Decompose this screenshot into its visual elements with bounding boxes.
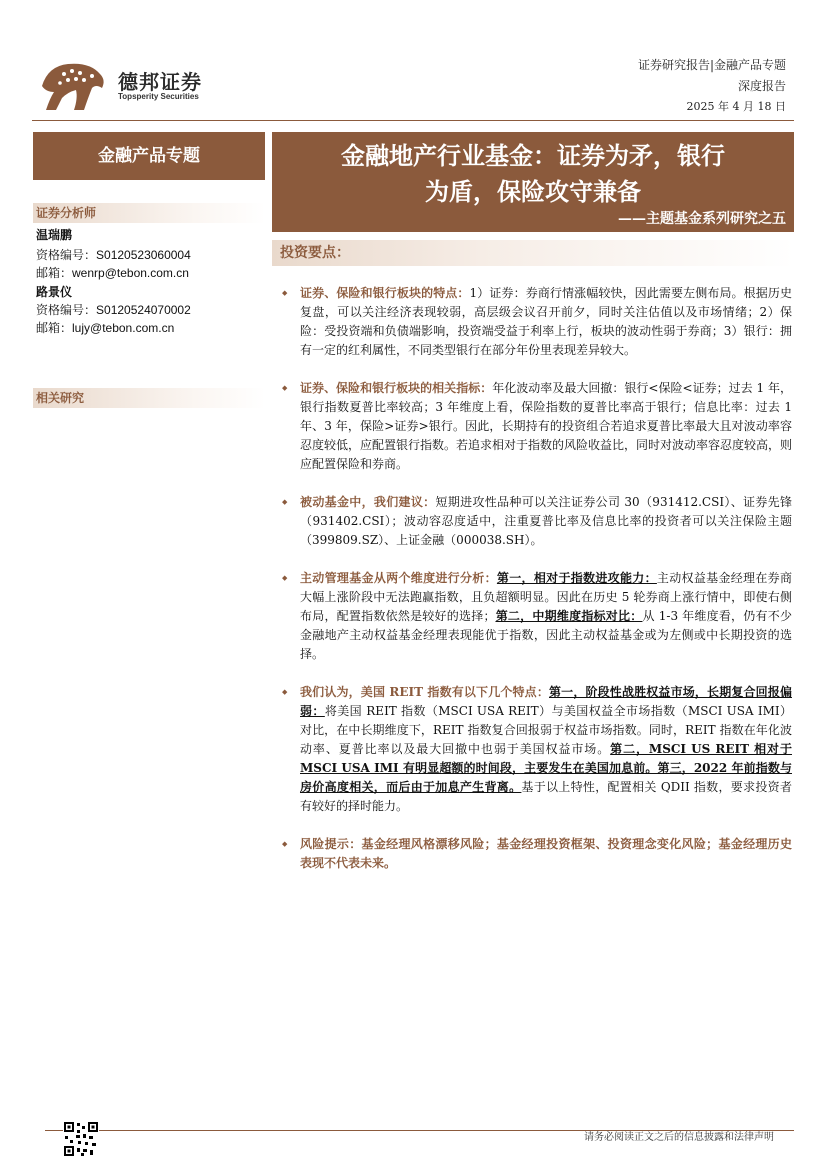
bullet-emphasis: 第二，中期维度指标对比： [495, 609, 643, 623]
category-tag: 金融产品专题 [33, 132, 265, 180]
title-banner [272, 132, 794, 232]
analyst-name: 路景仪 [36, 285, 73, 299]
bullet-text: 1）证券：券商行情涨幅较快，因此需要左侧布局。根据历史复盘，可以关注经济表现较弱，高层级会议召开前夕，同时关注估值以及市场情绪；2）保险：受投资端和负债端影响，投资端受益于利率上行，板块的波动性弱于券商；3）银行：拥有一定的红利属性，不同类型银行在部分年份里表现差异较大。 [300, 286, 792, 357]
bullet-text: 从 1-3 年维度看，仍有不少金融地产主动权益基金经理表现能优于指数，因此主动权益基金或为左侧或中长期投资的选择。 [300, 609, 792, 661]
report-kind: 深度报告 [737, 79, 786, 93]
report-title [272, 138, 794, 210]
email-label: 邮箱： [36, 266, 73, 280]
analyst-name: 温瑞鹏 [36, 228, 73, 242]
report-date: 2025 年 4 月 18 日 [686, 100, 786, 113]
cert-label: 资格编号： [36, 303, 97, 317]
list-item [280, 683, 792, 816]
analyst-section-label: 证券分析师 [33, 203, 265, 223]
brand-name-en: Topsperity Securities [118, 92, 199, 101]
list-item [280, 835, 792, 873]
legal-disclaimer: 请务必阅读正文之后的信息披露和法律声明 [584, 1132, 774, 1143]
bullet-lead: 被动基金中，我们建议： [300, 495, 436, 509]
bullet-text: 短期进攻性品种可以关注证券公司 30（931412.CSI）、证券先锋（931402.CSI）；波动容忍度适中，注重夏普比率及信息比率的投资者可以关注保险主题（399809.SZ）、上证金融（000038.SH）。 [300, 495, 792, 547]
title-line-2: 为盾，保险攻守兼备 [425, 177, 641, 206]
analyst-email [36, 319, 174, 336]
bullet-lead: 证券、保险和银行板块的相关指标： [300, 381, 493, 395]
title-line-1: 金融地产行业基金：证券为矛，银行 [341, 141, 725, 170]
list-item [280, 493, 792, 550]
cert-label: 资格编号： [36, 248, 97, 262]
list-item [280, 569, 792, 664]
cert-number: S0120524070002 [96, 303, 191, 317]
company-logo [38, 58, 108, 116]
analyst-cert [36, 246, 191, 263]
analyst-cert [36, 301, 191, 318]
bullet-text: 将美国 REIT 指数（MSCI USA REIT）与美国权益全市场指数（MSCI USA IMI）对比，在中长期维度下，REIT 指数复合回报弱于权益市场指数。同时，REIT 指数在年化波动率、夏普比率以及最大回撤中也弱于美国权益市场。 [300, 704, 792, 756]
header-divider [32, 120, 794, 121]
invest-highlights-label: 投资要点： [272, 240, 794, 266]
email-label: 邮箱： [36, 321, 73, 335]
report-subtitle: ——主题基金系列研究之五 [618, 211, 786, 227]
bullet-emphasis: 第一，相对于指数进攻能力： [496, 571, 657, 585]
bullet-lead: 主动管理基金从两个维度进行分析： [300, 571, 497, 585]
bullet-lead: 风险提示： [300, 837, 362, 851]
cert-number: S0120523060004 [96, 248, 191, 262]
related-research-label: 相关研究 [33, 388, 265, 408]
bullet-emphasis: 第一，阶段性战胜权益市场，长期复合回报偏弱： [300, 685, 792, 718]
list-item [280, 284, 792, 360]
brand-name: 德邦证券 [118, 70, 202, 94]
bullet-text: 基金经理风格漂移风险；基金经理投资框架、投资理念变化风险；基金经理历史表现不代表未来。 [300, 837, 792, 870]
highlights-list [280, 284, 792, 892]
bullet-lead: 证券、保险和银行板块的特点： [300, 286, 470, 300]
email-link[interactable]: wenrp@tebon.com.cn [72, 266, 189, 280]
bullet-emphasis: 第二，MSCI US REIT 相对于 MSCI USA IMI 有明显超额的时间段，主要发生在美国加息前。第三，2022 年前指数与房价高度相关，而后由于加息产生背离。 [300, 742, 792, 794]
email-link[interactable]: lujy@tebon.com.cn [72, 321, 175, 335]
bullet-text: 主动权益基金经理在券商大幅上涨阶段中无法跑赢指数，且负超额明显。因此在历史 5 轮券商上涨行情中，即使右侧布局，配置指数依然是较好的选择； [300, 571, 792, 623]
qr-code-icon [63, 1121, 99, 1157]
bullet-text: 年化波动率及最大回撤：银行<保险<证券；过去 1 年，银行指数夏普比率较高；3 年维度上看，保险指数的夏普比率高于银行；信息比率：过去 1 年、3 年，保险>证券>银行。因此，长期持有的投资组合若追求夏普比率最大且对波动率容忍度较低，应配置银行指数。若追求相对于指数的风险收益比，同时对波动率容忍度较高，则应配置保险和券商。 [300, 381, 793, 471]
bullet-text: 基于以上特性，配置相关 QDII 指数，要求投资者有较好的择时能力。 [300, 780, 792, 813]
bullet-lead: 我们认为，美国 REIT 指数有以下几个特点： [300, 685, 549, 699]
analyst-email [36, 264, 189, 281]
list-item [280, 379, 792, 474]
report-type: 证券研究报告|金融产品专题 [637, 58, 786, 72]
